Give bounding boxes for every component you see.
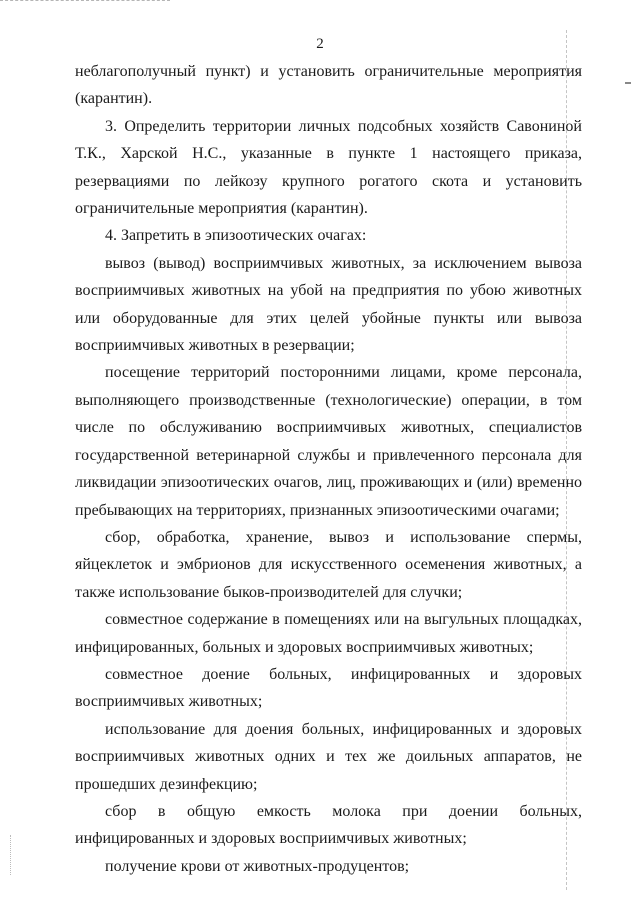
- scan-left-mark: [10, 835, 12, 875]
- list-item: посещение территорий посторонними лицами, кроме персонала, выполняющего производственные (технологические) операции, в том числе по обслуживанию восприимчивых животных, специалистов государственной ветеринарной службы и привлеченного персонала для ликвидации эпизоотических очагов, лиц, проживающих и (или) временно пребывающих на территориях, признанных эпизоотическими очагами;: [75, 364, 582, 519]
- page-number: 2: [316, 36, 324, 52]
- paragraph-item-4-heading: 4. Запретить в эпизоотических очагах:: [105, 227, 367, 245]
- list-item: использование для доения больных, инфицированных и здоровых восприимчивых животных одних и тех же доильных аппаратов, не прошедших дезинфекцию;: [75, 720, 582, 793]
- list-item: совместное доение больных, инфицированных и здоровых восприимчивых животных;: [75, 665, 582, 711]
- paragraph-quarantine-continuation: неблагополучный пункт) и установить ограничительные мероприятия (карантин).: [75, 63, 582, 108]
- list-item: получение крови от животных-продуцентов;: [105, 857, 410, 875]
- list-item: сбор в общую емкость молока при доении больных, инфицированных и здоровых восприимчивых животных;: [75, 802, 582, 848]
- scan-margin-tick: [625, 82, 631, 84]
- list-item: сбор, обработка, хранение, вывоз и использование спермы, яйцеклеток и эмбрионов для искусственного осеменения животных, а также использование быков-производителей для случки;: [75, 528, 582, 601]
- scan-edge-mark: [0, 0, 170, 4]
- list-item: совместное содержание в помещениях или на выгульных площадках, инфицированных, больных и здоровых восприимчивых животных;: [75, 611, 582, 656]
- document-body: [75, 58, 582, 880]
- paragraph-item-3: 3. Определить территории личных подсобных хозяйств Савониной Т.К., Харской Н.С., указанные в пункте 1 настоящего приказа, резервациями по лейкозу крупного рогатого скота и установить ограничительные мероприятия (карантин).: [75, 117, 582, 218]
- list-item: вывоз (вывод) восприимчивых животных, за исключением вывоза восприимчивых животных на убой на предприятия по убою животных или оборудованные для этих целей убойные пункты или вывоза восприимчивых животных в резервации;: [75, 254, 582, 355]
